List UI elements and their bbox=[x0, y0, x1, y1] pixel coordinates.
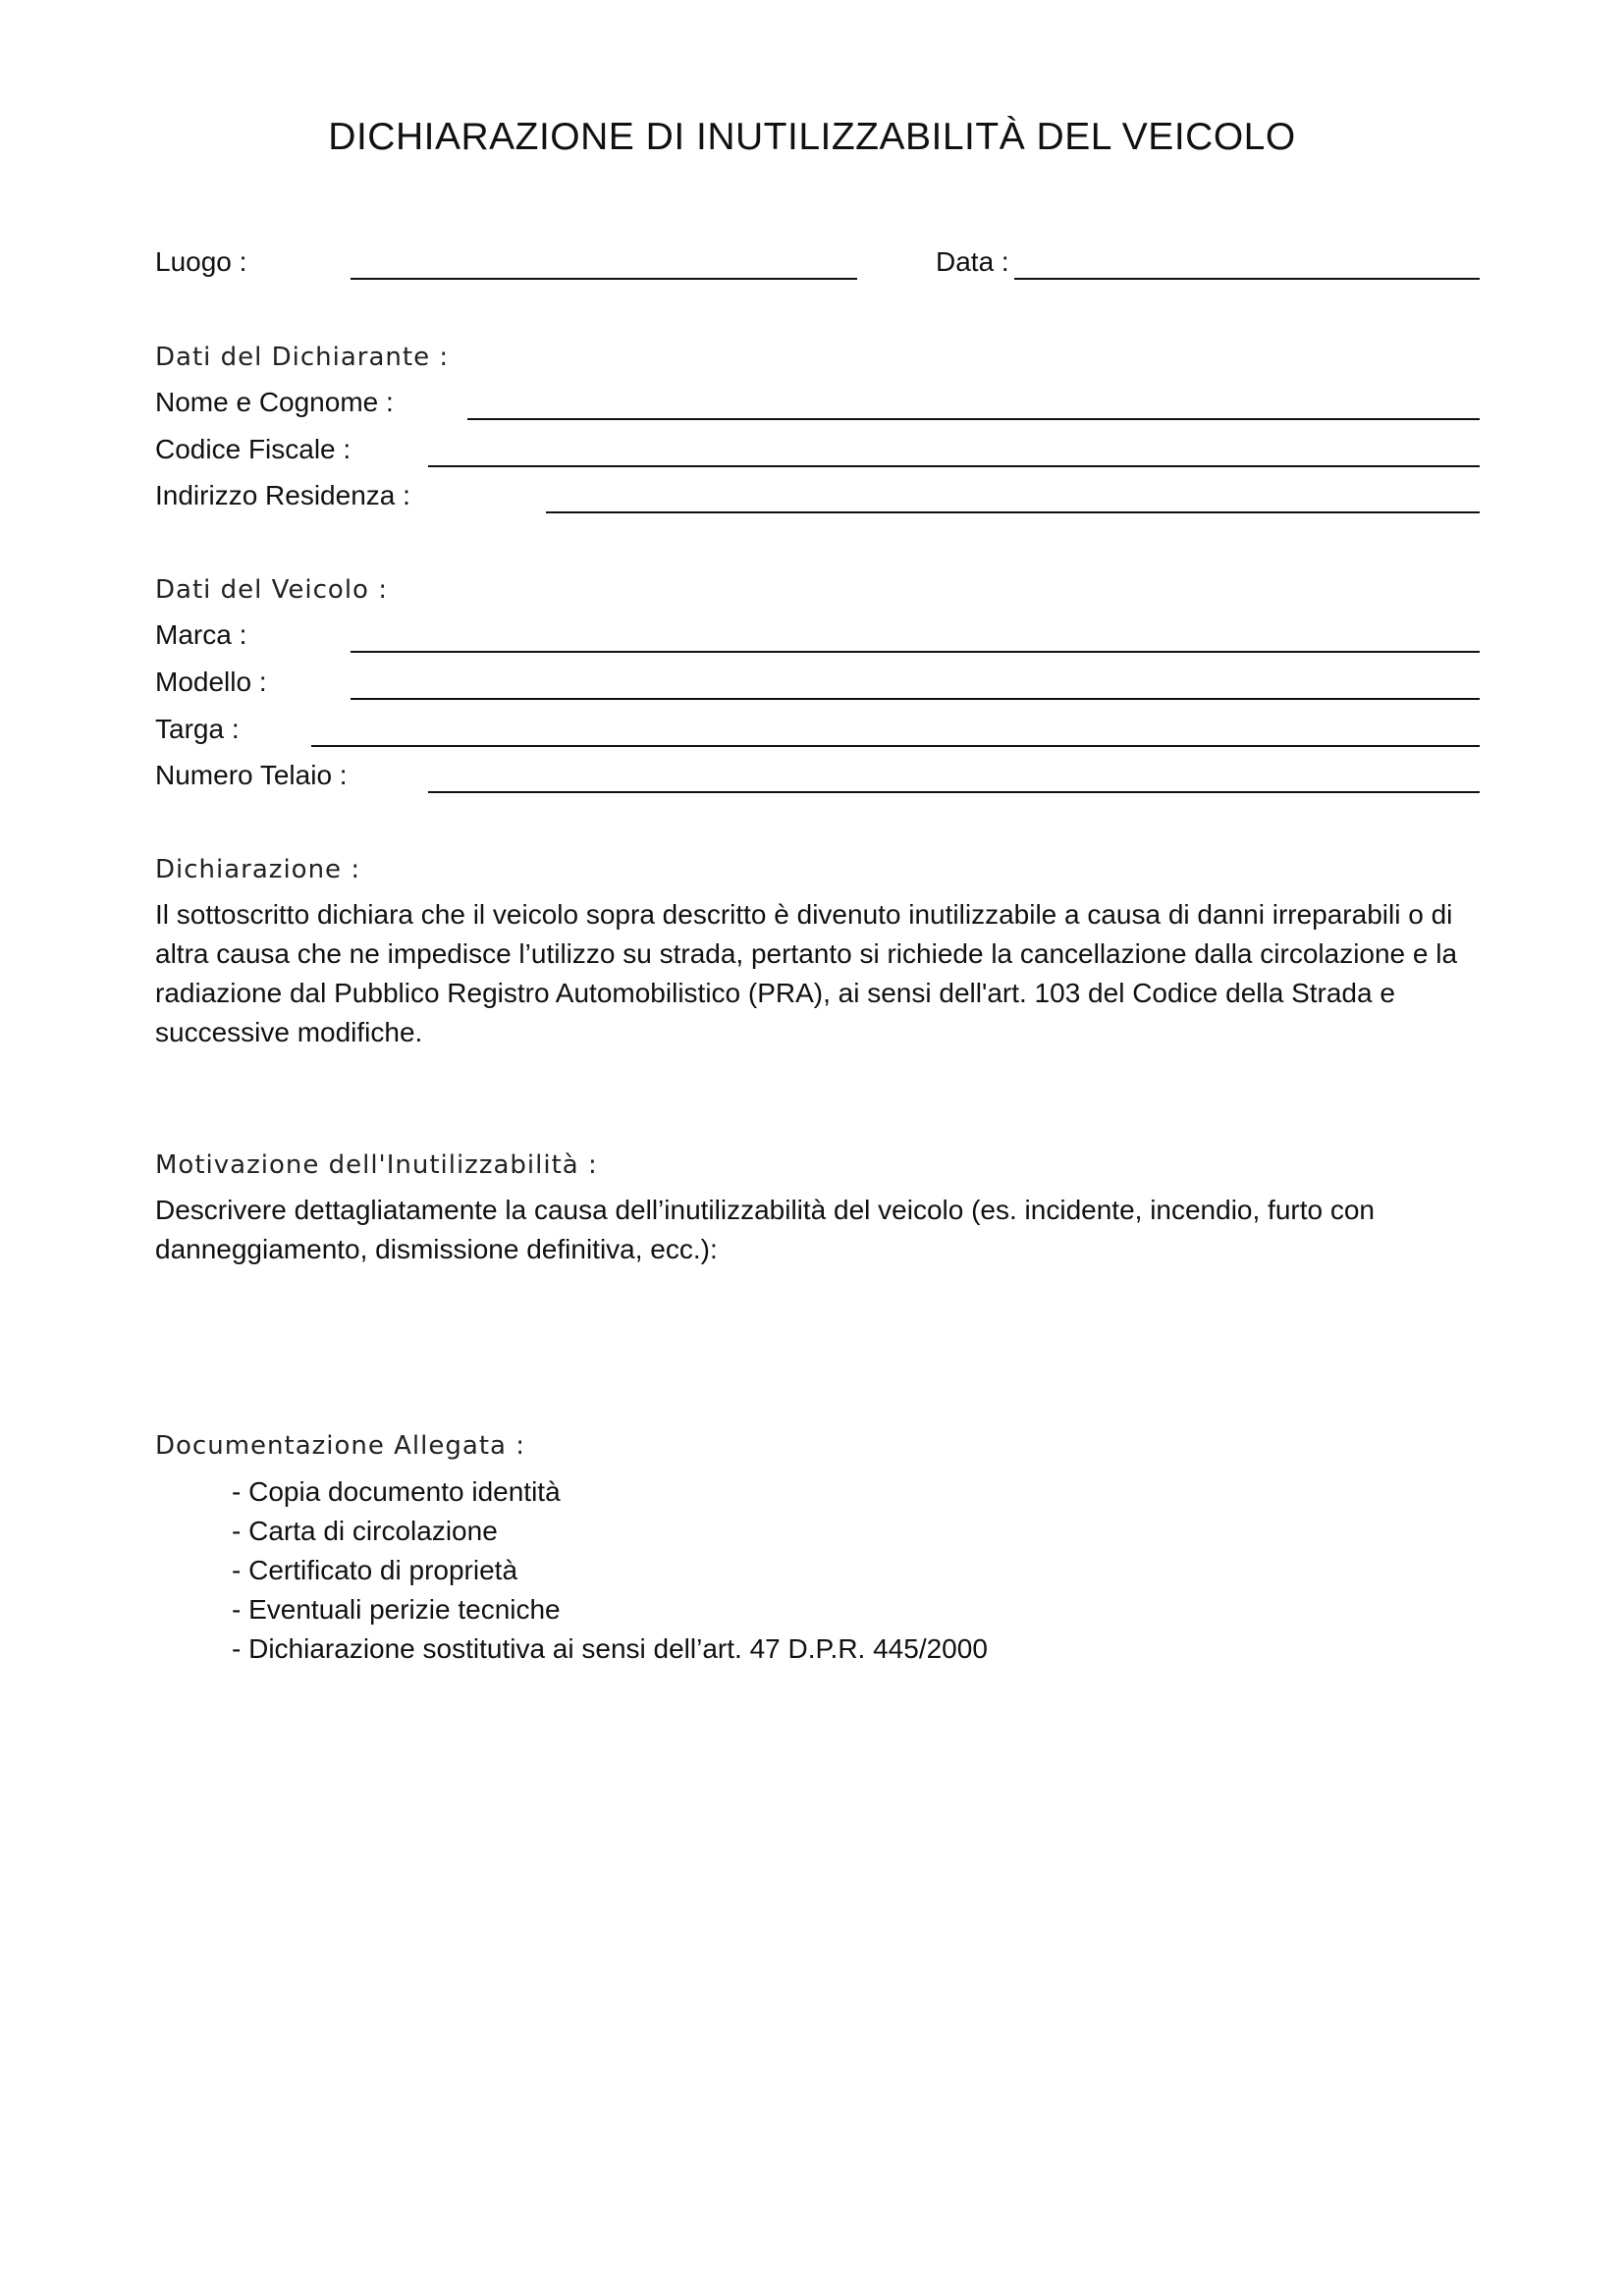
document-title: DICHIARAZIONE DI INUTILIZZABILITÀ DEL VEICOLO bbox=[328, 116, 1296, 158]
numero-telaio-field[interactable] bbox=[428, 791, 1480, 793]
dichiarante-section-title: Dati del Dichiarante : bbox=[155, 343, 450, 372]
numero-telaio-label: Numero Telaio : bbox=[155, 760, 348, 790]
data-field[interactable] bbox=[1014, 278, 1480, 280]
dichiarazione-text: Il sottoscritto dichiara che il veicolo sopra descritto è divenuto inutilizzabile a causa di danni irreparabili o di altra causa che ne impedisce l’utilizzo su strada, pertanto si richiede la cancellazione dalla circolazione e la radiazione dal Pubblico Registro Automobilistico (PRA), ai sensi dell'art. 103 del Codice della Strada e successive modifiche. bbox=[155, 899, 1458, 1047]
list-item: - Copia documento identità bbox=[232, 1472, 988, 1512]
list-item: - Carta di circolazione bbox=[232, 1512, 988, 1551]
targa-label: Targa : bbox=[155, 714, 240, 744]
list-item: - Eventuali perizie tecniche bbox=[232, 1590, 988, 1629]
codice-fiscale-label: Codice Fiscale : bbox=[155, 434, 352, 464]
modello-field[interactable] bbox=[351, 698, 1480, 700]
nome-cognome-label: Nome e Cognome : bbox=[155, 387, 394, 417]
marca-label: Marca : bbox=[155, 619, 247, 650]
documentazione-list bbox=[232, 1472, 988, 1669]
documentazione-section-title: Documentazione Allegata : bbox=[155, 1431, 525, 1461]
dichiarazione-section-title: Dichiarazione : bbox=[155, 855, 361, 884]
nome-cognome-field[interactable] bbox=[467, 418, 1480, 420]
luogo-label: Luogo : bbox=[155, 246, 247, 277]
list-item: - Certificato di proprietà bbox=[232, 1551, 988, 1590]
luogo-field[interactable] bbox=[351, 278, 857, 280]
targa-field[interactable] bbox=[311, 745, 1480, 747]
indirizzo-residenza-label: Indirizzo Residenza : bbox=[155, 480, 410, 510]
data-label: Data : bbox=[936, 246, 1009, 277]
indirizzo-residenza-field[interactable] bbox=[546, 511, 1480, 513]
modello-label: Modello : bbox=[155, 667, 267, 697]
marca-field[interactable] bbox=[351, 651, 1480, 653]
motivazione-text: Descrivere dettagliatamente la causa dell’inutilizzabilità del veicolo (es. incidente, incendio, furto con danneggiamento, dismissione definitiva, ecc.): bbox=[155, 1195, 1376, 1264]
codice-fiscale-field[interactable] bbox=[428, 465, 1480, 467]
list-item: - Dichiarazione sostitutiva ai sensi dell’art. 47 D.P.R. 445/2000 bbox=[232, 1629, 988, 1669]
veicolo-section-title: Dati del Veicolo : bbox=[155, 575, 388, 605]
motivazione-section-title: Motivazione dell'Inutilizzabilità : bbox=[155, 1150, 598, 1180]
